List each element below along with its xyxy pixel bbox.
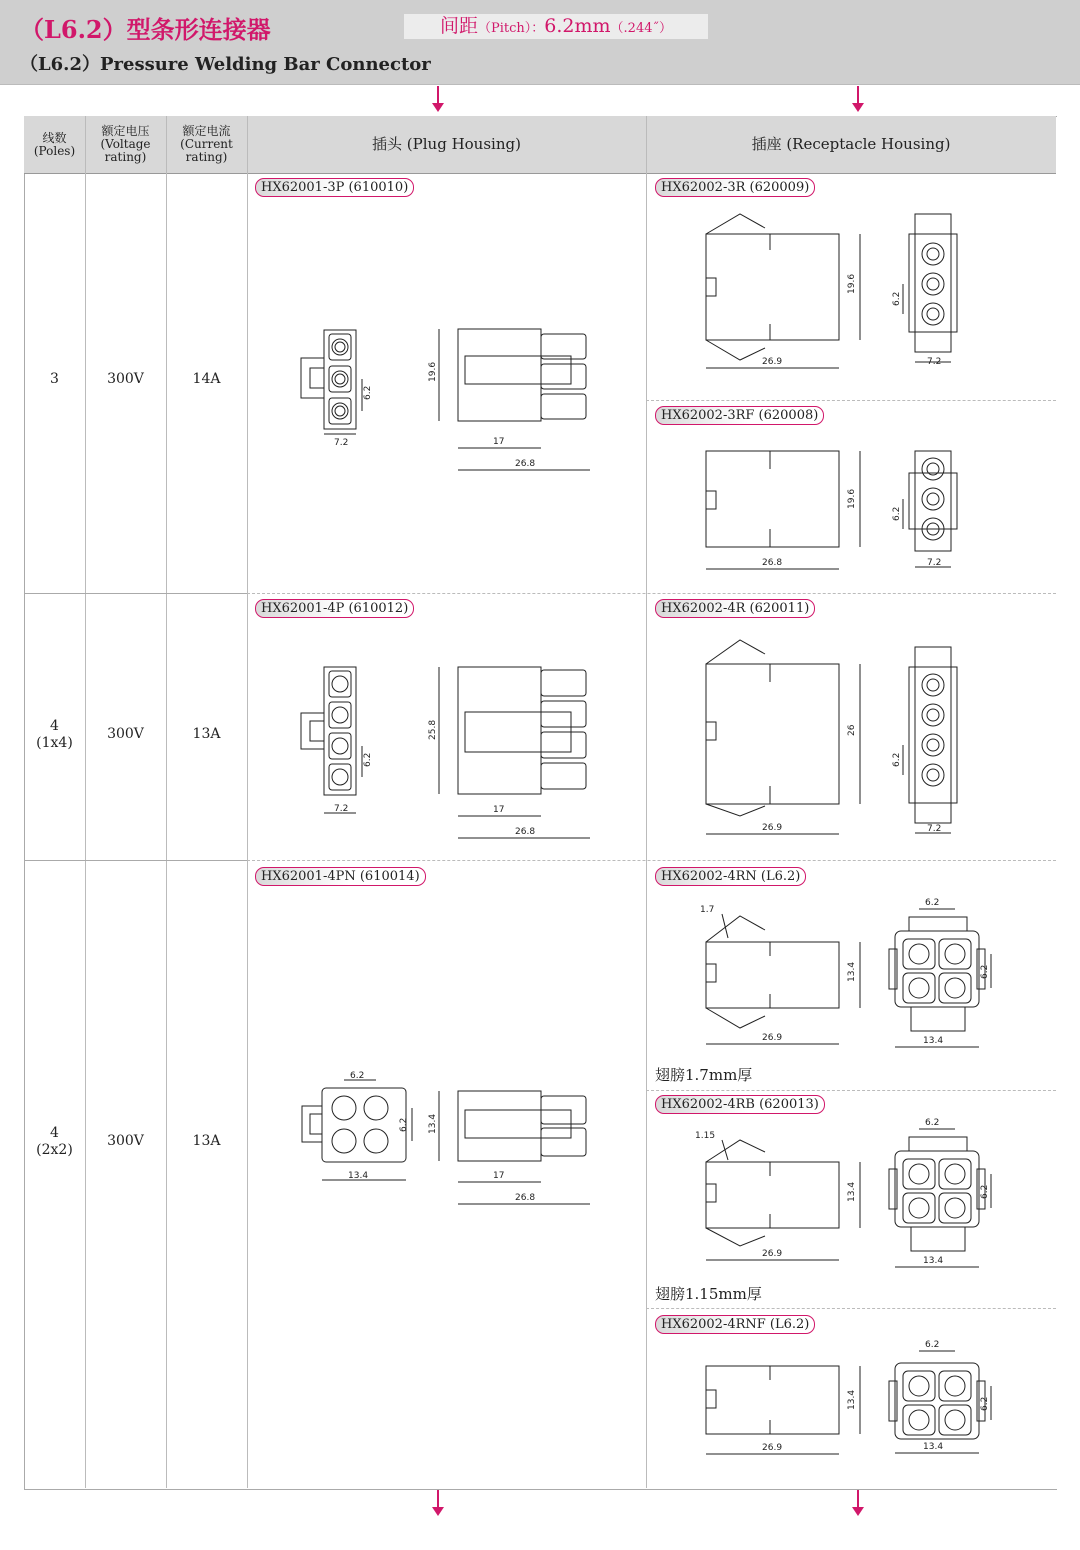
svg-text:6.2: 6.2 (363, 752, 373, 767)
svg-text:17: 17 (493, 1171, 505, 1181)
receptacle-front-view-3r (885, 210, 975, 370)
svg-text:6.2: 6.2 (980, 1184, 990, 1199)
plug-front-view-4pn (298, 1070, 418, 1185)
svg-text:19.6: 19.6 (847, 488, 857, 509)
row-divider (247, 593, 1056, 594)
col-header-poles: 线数 (Poles) (33, 130, 76, 158)
receptacle-side-view-4rnf (700, 1360, 870, 1460)
col-header-voltage: 额定电压 (Voltage rating) (100, 124, 151, 164)
svg-text:26.9: 26.9 (762, 1249, 783, 1259)
svg-text:17: 17 (493, 805, 505, 815)
receptacle-front-view-4r (885, 645, 975, 840)
page-header (0, 0, 1080, 85)
receptacle-side-view-3r (700, 208, 870, 373)
svg-text:13.4: 13.4 (847, 1389, 857, 1410)
part-number-badge: HX62002-4RNF (L6.2) (655, 1315, 815, 1334)
pitch-box (404, 14, 708, 39)
svg-text:26.9: 26.9 (762, 823, 783, 833)
svg-text:6.2: 6.2 (980, 1396, 990, 1411)
part-number-badge: HX62001-4P (610012) (255, 599, 414, 618)
part-number-badge: HX62001-4PN (610014) (255, 867, 426, 886)
svg-text:13.4: 13.4 (348, 1171, 369, 1181)
svg-text:19.6: 19.6 (847, 273, 857, 294)
svg-text:7.2: 7.2 (927, 824, 942, 834)
svg-text:7.2: 7.2 (334, 804, 349, 814)
row-divider (247, 860, 1056, 861)
part-number-badge: HX62002-4RB (620013) (655, 1095, 825, 1114)
part-number-badge: HX62002-3RF (620008) (655, 406, 824, 425)
svg-text:6.2: 6.2 (350, 1071, 365, 1081)
svg-text:25.8: 25.8 (428, 719, 438, 740)
part-number-badge: HX62001-3P (610010) (255, 178, 414, 197)
row-divider (24, 860, 247, 861)
receptacle-side-view-4r (700, 630, 870, 840)
col-divider (85, 116, 86, 1488)
plug-side-view-3p (425, 326, 600, 476)
svg-text:6.2: 6.2 (925, 1118, 940, 1128)
receptacle-side-view-3rf (700, 445, 870, 575)
poles-value: 4 (2x2) (36, 1125, 73, 1158)
col-divider (247, 116, 248, 1488)
voltage-value: 300V (107, 726, 144, 742)
voltage-value: 300V (107, 371, 144, 387)
svg-text:26.9: 26.9 (762, 1443, 783, 1453)
pitch-label: 间距 (439, 15, 478, 37)
receptacle-side-view-4rb (695, 1128, 870, 1278)
col-header-plug: 插头 (Plug Housing) (372, 135, 521, 153)
svg-text:19.6: 19.6 (428, 361, 438, 382)
svg-text:1.7: 1.7 (700, 905, 715, 915)
svg-text:13.4: 13.4 (847, 1181, 857, 1202)
svg-text:6.2: 6.2 (925, 1340, 940, 1350)
svg-text:1.15: 1.15 (695, 1131, 716, 1141)
receptacle-front-view-4rnf (885, 1335, 1000, 1460)
svg-text:7.2: 7.2 (927, 357, 942, 367)
sub-divider (646, 1308, 1056, 1309)
wing-thickness-note: 翅膀1.15mm厚 (655, 1285, 762, 1303)
svg-text:26: 26 (847, 724, 857, 736)
title-en: （L6.2）Pressure Welding Bar Connector (20, 54, 431, 75)
plug-front-view-3p (298, 328, 388, 453)
svg-text:6.2: 6.2 (892, 506, 902, 521)
svg-text:6.2: 6.2 (980, 964, 990, 979)
svg-text:26.8: 26.8 (515, 459, 536, 469)
svg-text:13.4: 13.4 (923, 1036, 944, 1046)
plug-side-view-4pn (425, 1088, 600, 1208)
plug-front-view-4p (298, 665, 388, 825)
svg-text:6.2: 6.2 (892, 291, 902, 306)
receptacle-front-view-3rf (885, 445, 975, 575)
receptacle-side-view-4rn (700, 902, 870, 1052)
svg-text:17: 17 (493, 437, 505, 447)
plug-side-view-4p (425, 664, 600, 842)
poles-value: 4 (1x4) (36, 718, 73, 751)
arrow-down-icon (437, 1490, 439, 1508)
pitch-en: （Pitch）： (478, 21, 545, 36)
receptacle-front-view-4rb (885, 1115, 1000, 1275)
current-value: 13A (192, 1133, 221, 1149)
receptacle-front-view-4rn (885, 895, 1000, 1055)
col-divider (166, 116, 167, 1488)
svg-text:6.2: 6.2 (363, 385, 373, 400)
sub-divider (646, 1090, 1056, 1091)
voltage-value: 300V (107, 1133, 144, 1149)
poles-value: 3 (50, 371, 59, 387)
svg-text:26.8: 26.8 (762, 558, 783, 568)
svg-text:26.9: 26.9 (762, 357, 783, 367)
part-number-badge: HX62002-4R (620011) (655, 599, 815, 618)
current-value: 14A (192, 371, 221, 387)
part-number-badge: HX62002-3R (620009) (655, 178, 815, 197)
col-divider (646, 116, 647, 1488)
row-divider (24, 593, 247, 594)
arrow-down-icon (437, 86, 439, 104)
wing-thickness-note: 翅膀1.7mm厚 (655, 1066, 753, 1084)
svg-text:26.9: 26.9 (762, 1033, 783, 1043)
svg-text:13.4: 13.4 (923, 1256, 944, 1266)
title-cn: （L6.2）型条形连接器 (20, 15, 271, 44)
current-value: 13A (192, 726, 221, 742)
svg-text:26.8: 26.8 (515, 1193, 536, 1203)
svg-text:13.4: 13.4 (847, 961, 857, 982)
pitch-value: 6.2mm (544, 15, 611, 37)
svg-text:13.4: 13.4 (923, 1442, 944, 1452)
svg-text:26.8: 26.8 (515, 827, 536, 837)
col-header-receptacle: 插座 (Receptacle Housing) (751, 135, 951, 153)
svg-text:7.2: 7.2 (927, 558, 942, 568)
arrow-down-icon (857, 1490, 859, 1508)
sub-divider (646, 400, 1056, 401)
svg-text:6.2: 6.2 (399, 1117, 409, 1132)
part-number-badge: HX62002-4RN (L6.2) (655, 867, 806, 886)
col-header-current: 额定电流 (Current rating) (180, 124, 233, 164)
svg-text:6.2: 6.2 (892, 752, 902, 767)
svg-text:13.4: 13.4 (428, 1113, 438, 1134)
pitch-inch: （.244˝） (610, 21, 672, 36)
arrow-down-icon (857, 86, 859, 104)
svg-text:7.2: 7.2 (334, 438, 349, 448)
svg-text:6.2: 6.2 (925, 898, 940, 908)
